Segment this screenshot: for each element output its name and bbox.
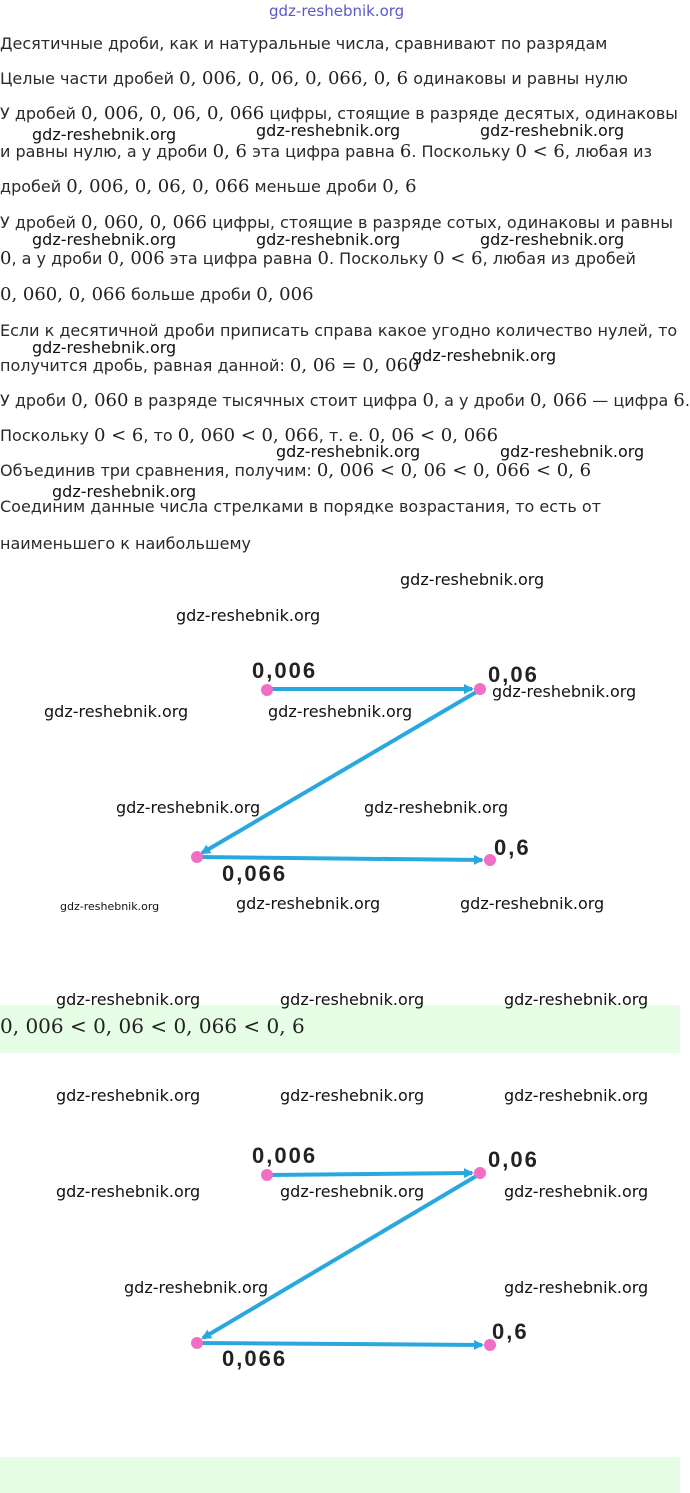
watermark: gdz-reshebnik.org [504,1086,649,1105]
watermark: gdz-reshebnik.org [280,1086,425,1105]
watermark: gdz-reshebnik.org [480,121,625,140]
point-dot [474,1167,486,1179]
point-dot [474,683,486,695]
text-line: Соединим данные числа стрелками в порядке возрастания, то есть от [0,497,602,516]
point-dot [261,1169,273,1181]
watermark: gdz-reshebnik.org [256,230,401,249]
text-line: дробей 0, 006, 0, 06, 0, 066 меньше дроби 0, 6 [0,176,417,197]
watermark: gdz-reshebnik.org [52,482,197,501]
watermark: gdz-reshebnik.org [480,230,625,249]
point-label: 0,066 [222,1346,288,1371]
text-line: 0, а у дроби 0, 006 эта цифра равна 0. Поскольку 0 < 6, любая из дробей [0,248,636,269]
watermark: gdz-reshebnik.org [124,1278,269,1297]
watermark: gdz-reshebnik.org [400,570,545,589]
watermark: gdz-reshebnik.org [412,346,557,365]
text-line: Поскольку 0 < 6, то 0, 060 < 0, 066, т. е. 0, 06 < 0, 066 [0,425,499,446]
text-line: наименьшего к наибольшему [0,534,251,553]
text-line: получится дробь, равная данной: 0, 06 = 0, 060 [0,355,420,376]
watermark: gdz-reshebnik.org [504,1278,649,1297]
watermark: gdz-reshebnik.org [44,702,189,721]
watermark: gdz-reshebnik.org [460,894,605,913]
point-label: 0,6 [494,835,531,860]
watermark: gdz-reshebnik.org [268,702,413,721]
arrow [270,1173,472,1175]
watermark: gdz-reshebnik.org [56,1086,201,1105]
ordering-diagram [0,1125,680,1385]
point-label: 0,6 [492,1319,529,1344]
watermark: gdz-reshebnik.org [116,798,261,817]
point-dot [261,684,273,696]
arrow [198,1343,482,1345]
text-line: 0, 060, 0, 066 больше дроби 0, 006 [0,284,314,305]
watermark: gdz-reshebnik.org [32,125,177,144]
watermark: gdz-reshebnik.org [504,990,649,1009]
text-line: и равны нулю, а у дроби 0, 6 эта цифра равна 6. Поскольку 0 < 6, любая из [0,141,653,162]
arrow [198,857,482,860]
watermark: gdz-reshebnik.org [60,900,160,913]
watermark: gdz-reshebnik.org [236,894,381,913]
answer-inequality: 0, 006 < 0, 06 < 0, 066 < 0, 6 [0,1014,305,1038]
answer-box [0,1005,680,1053]
watermark: gdz-reshebnik.org [276,442,421,461]
watermark: gdz-reshebnik.org [32,338,177,357]
point-dot [191,1337,203,1349]
answer-box-bottom [0,1457,680,1493]
text-line: Объединив три сравнения, получим: 0, 006 < 0, 06 < 0, 066 < 0, 6 [0,460,592,481]
point-label: 0,06 [488,1147,539,1172]
text-line: Целые части дробей 0, 006, 0, 06, 0, 066, 0, 6 одинаковы и равны нулю [0,68,628,89]
watermark: gdz-reshebnik.org [280,1182,425,1201]
watermark: gdz-reshebnik.org [56,990,201,1009]
text-line: У дробей 0, 060, 0, 066 цифры, стоящие в разряде сотых, одинаковы и равны [0,212,673,233]
text-line: Если к десятичной дроби приписать справа какое угодно количество нулей, то [0,321,678,340]
text-line: У дроби 0, 060 в разряде тысячных стоит цифра 0, а у дроби 0, 066 — цифра 6. [0,390,690,411]
watermark: gdz-reshebnik.org [280,990,425,1009]
watermark: gdz-reshebnik.org [504,1182,649,1201]
text-line: У дробей 0, 006, 0, 06, 0, 066 цифры, стоящие в разряде десятых, одинаковы [0,103,678,124]
point-label: 0,006 [252,658,318,683]
point-label: 0,006 [252,1143,318,1168]
watermark: gdz-reshebnik.org [176,606,321,625]
watermark: gdz-reshebnik.org [56,1182,201,1201]
point-dot [191,851,203,863]
text-line: Десятичные дроби, как и натуральные числа, сравнивают по разрядам [0,34,608,53]
watermark: gdz-reshebnik.org [364,798,509,817]
watermark: gdz-reshebnik.org [32,230,177,249]
watermark: gdz-reshebnik.org [500,442,645,461]
site-header[interactable]: gdz-reshebnik.org [269,2,405,20]
point-label: 0,066 [222,861,288,886]
watermark: gdz-reshebnik.org [492,682,637,701]
ordering-diagram [0,640,680,900]
watermark: gdz-reshebnik.org [256,121,401,140]
point-label: 0,06 [488,662,539,687]
